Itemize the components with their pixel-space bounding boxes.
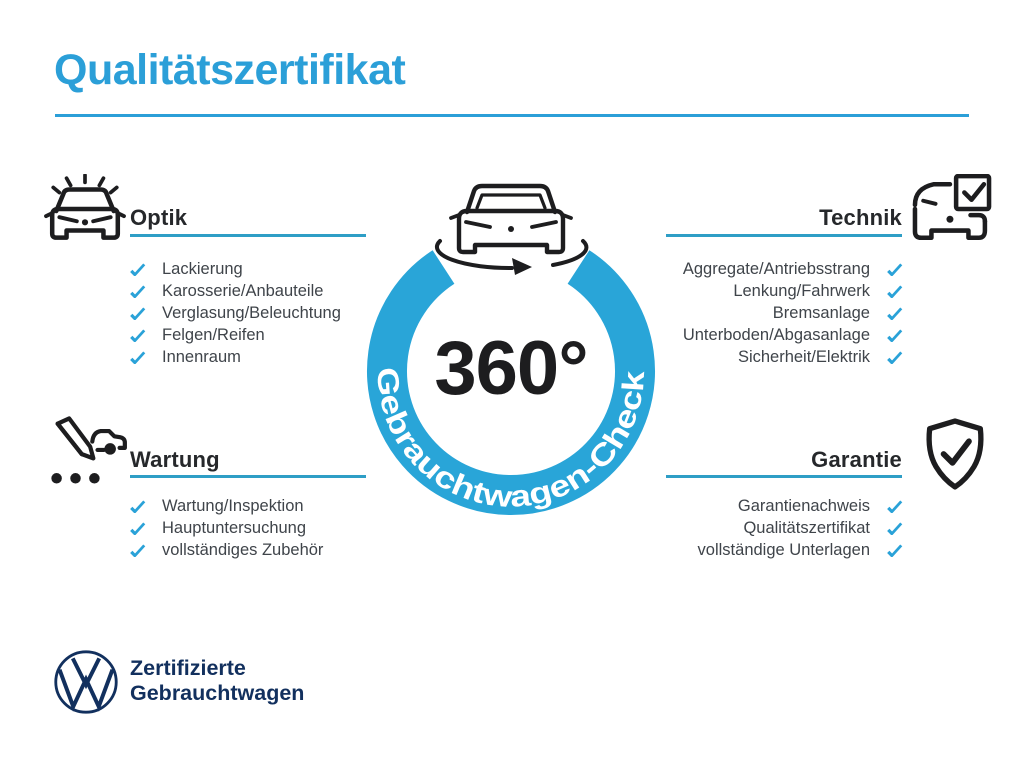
section-title-technik: Technik (819, 205, 902, 230)
checklist-item-label: Sicherheit/Elektrik (737, 347, 870, 366)
check-icon (886, 329, 903, 342)
brand-line-2: Gebrauchtwagen (130, 681, 305, 705)
checklist-item-label: Innenraum (162, 347, 241, 366)
check-icon (886, 263, 903, 276)
checklist-item (130, 260, 341, 278)
garantie-checklist (560, 497, 902, 559)
section-title-wartung: Wartung (130, 447, 220, 472)
section-underline-wartung (130, 475, 366, 478)
check-icon (886, 522, 903, 535)
checklist-item (560, 304, 902, 322)
checklist-item (130, 282, 341, 300)
title-divider (55, 114, 969, 117)
checklist-item-label: Unterboden/Abgasanlage (682, 325, 870, 344)
checklist-item (560, 326, 902, 344)
checklist-item-label: Lenkung/Fahrwerk (733, 281, 870, 300)
checklist-item-label: Bremsanlage (772, 303, 870, 322)
checklist-item (560, 541, 902, 559)
checklist-item (130, 326, 341, 344)
brand-line-1: Zertifizierte (130, 656, 246, 680)
check-icon (129, 522, 146, 535)
checklist-item (560, 282, 902, 300)
shield-check-icon (916, 416, 994, 492)
pencil-car-checklist-icon (44, 414, 128, 488)
vw-logo (52, 648, 120, 716)
wartung-checklist (130, 497, 323, 559)
checklist-item (130, 348, 341, 366)
ring-curved-label: Gebrauchtwagen-Check (370, 366, 651, 514)
checklist-item-label: Felgen/Reifen (162, 325, 265, 344)
section-underline-technik (666, 234, 902, 237)
checklist-item-label: Verglasung/Beleuchtung (162, 303, 341, 322)
checklist-item-label: Garantienachweis (737, 496, 870, 515)
page-title: Qualitätszertifikat (54, 46, 406, 94)
optik-checklist (130, 260, 341, 366)
check-icon (129, 500, 146, 513)
check-icon (129, 329, 146, 342)
degree-label: 360° (434, 326, 588, 411)
checklist-item (130, 304, 341, 322)
checklist-item-label: Wartung/Inspektion (162, 496, 304, 515)
checklist-item-label: vollständiges Zubehör (162, 540, 324, 559)
car-checkbox-icon (910, 174, 994, 246)
checklist-item-label: Lackierung (162, 259, 243, 278)
technik-checklist (560, 260, 902, 366)
check-icon (886, 500, 903, 513)
check-icon (129, 351, 146, 364)
checklist-item-label: Qualitätszertifikat (743, 518, 870, 537)
check-icon (886, 307, 903, 320)
section-underline-optik (130, 234, 366, 237)
checklist-item-label: Karosserie/Anbauteile (162, 281, 324, 300)
checklist-item (130, 497, 323, 515)
check-icon (129, 285, 146, 298)
section-title-garantie: Garantie (811, 447, 902, 472)
checklist-item-label: Aggregate/Antriebsstrang (682, 259, 870, 278)
check-icon (886, 351, 903, 364)
checklist-item (560, 519, 902, 537)
check-icon (886, 285, 903, 298)
checklist-item (130, 541, 323, 559)
section-title-optik: Optik (130, 205, 188, 230)
checklist-item (560, 260, 902, 278)
section-underline-garantie (666, 475, 902, 478)
brand-text (130, 656, 304, 706)
checklist-item-label: vollständige Unterlagen (697, 540, 870, 559)
checklist-item (560, 348, 902, 366)
check-icon (129, 263, 146, 276)
check-icon (886, 544, 903, 557)
checklist-item (130, 519, 323, 537)
checklist-item-label: Hauptuntersuchung (162, 518, 307, 537)
shiny-car-icon (44, 174, 126, 246)
checklist-item (560, 497, 902, 515)
check-icon (129, 544, 146, 557)
check-icon (129, 307, 146, 320)
